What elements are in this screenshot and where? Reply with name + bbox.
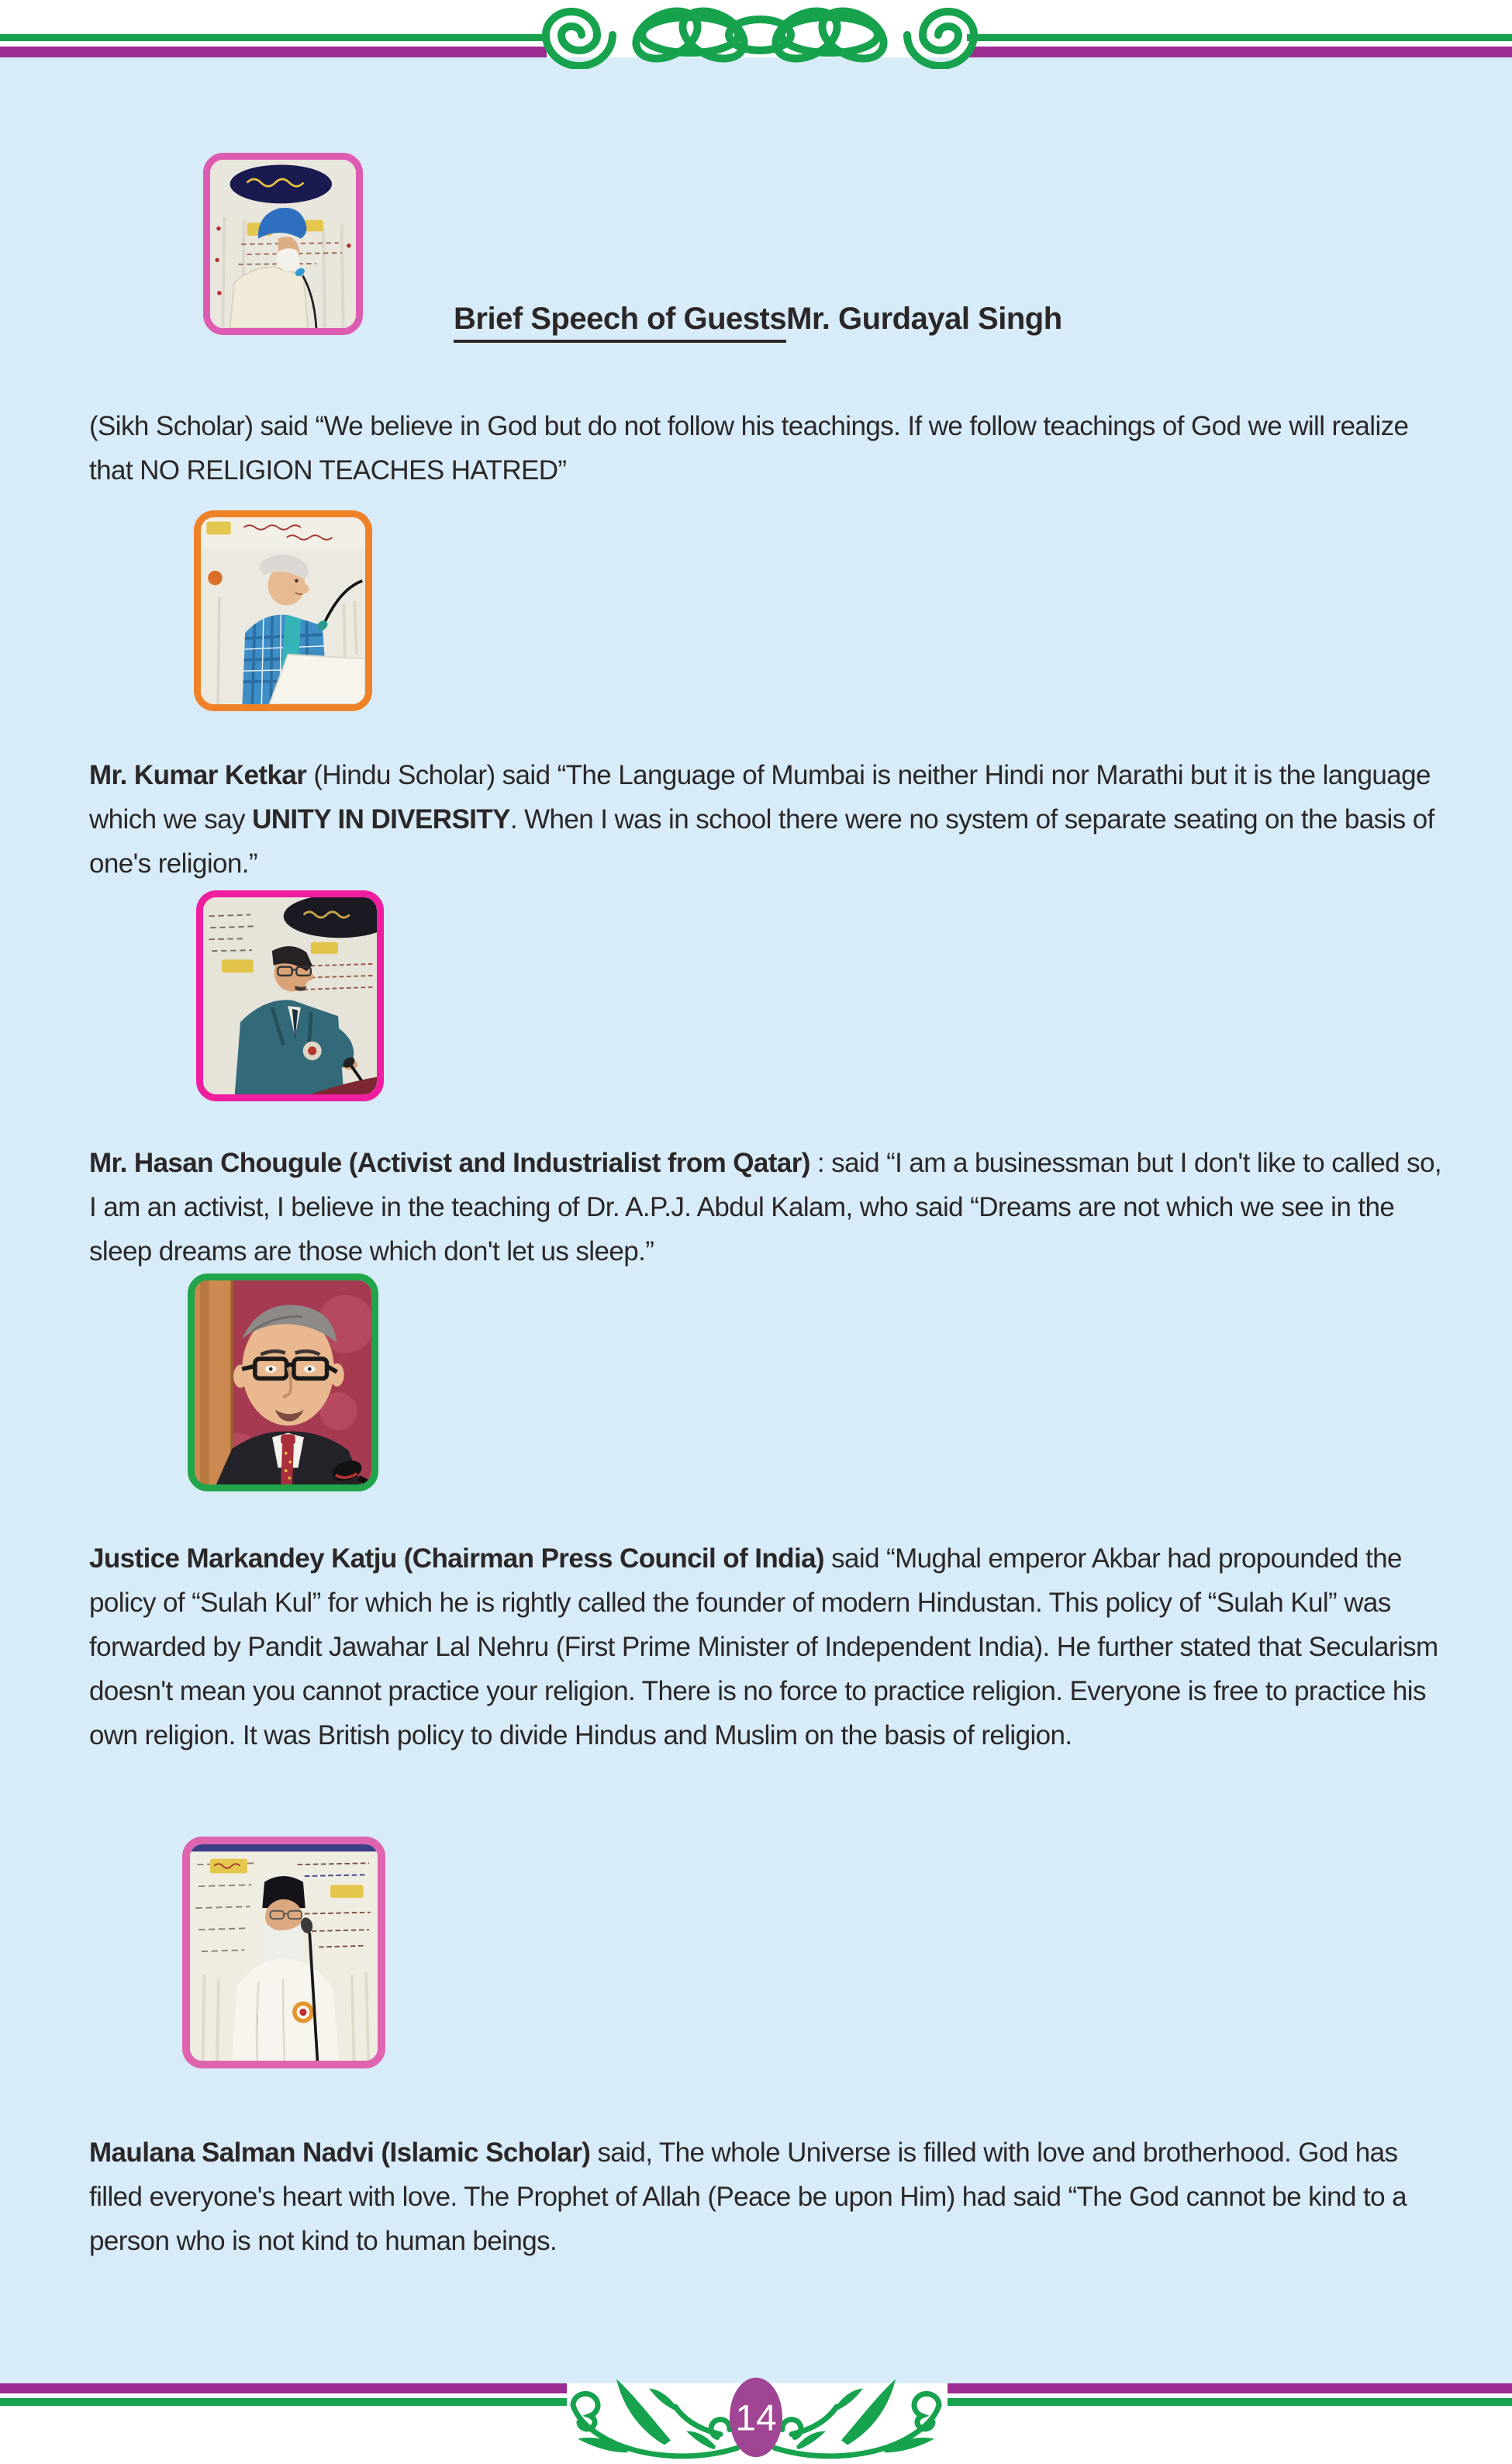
bottom-green-rule-left [0,2398,567,2406]
photo-gurdayal-singh [203,153,363,335]
speech-paragraph-ketkar [89,753,1442,886]
speech-text: : said “I am a businessman but I don't like to called so, I am an activist, I believe in the teaching of Dr. A.P.J. Abdul Kalam, who said “Dreams are not which we see in the sleep dreams are those which don't let us sleep.” [89,1148,1442,1267]
photo-salman-nadvi [182,1837,385,2068]
photo-kumar-ketkar [194,510,372,711]
speaker-name: Maulana Salman Nadvi (Islamic Scholar) [89,2137,591,2168]
speech-text: said, The whole Universe is filled with love and brotherhood. God has filled everyone's heart with love. The Prophet of Allah (Peace be upon Him) had said “The God cannot be kind to a person who is not kind to human beings. [89,2137,1407,2256]
top-purple-rule-right [967,47,1512,57]
bottom-purple-rule-right [948,2383,1512,2393]
page-number: 14 [735,2397,777,2439]
celtic-knot-ornament-icon [535,1,985,69]
bottom-green-rule-right [948,2398,1512,2406]
speech-paragraph-gurdayal [89,404,1442,492]
speech-paragraph-nadvi [89,2131,1442,2263]
title-guest-name: Mr. Gurdayal Singh [786,302,1062,336]
speaker-name: Justice Markandey Katju (Chairman Press Council of India) [89,1543,824,1574]
photo-markandey-katju [188,1273,378,1491]
title-underlined-part: Brief Speech of Guests [454,302,786,343]
photo-hasan-chougule [196,890,384,1101]
speech-text: (Sikh Scholar) said “We believe in God but do not follow his teachings. If we follow teachings of God we will realize that NO RELIGION TEACHES HATRED” [89,411,1409,486]
top-purple-rule-left [0,47,547,57]
speaker-name: Mr. Kumar Ketkar [89,760,307,790]
footer-flourish-ornament-icon [554,2356,958,2464]
top-green-rule-right [967,34,1512,41]
speech-paragraph-katju [89,1536,1442,1757]
speech-paragraph-chougule [89,1141,1442,1273]
speech-text: said “Mughal emperor Akbar had propounded the policy of “Sulah Kul” for which he is rightly called the founder of modern Hindustan. This policy of “Sulah Kul” was forwarded by Pandit Jawahar Lal Nehru (First Prime Minister of Independent India). He further stated that Secularism doesn't mean you cannot practice your religion. There is no force to practice religion. Everyone is free to practice his own religion. It was British policy to divide Hindus and Muslim on the basis of religion. [89,1543,1438,1750]
speech-text: . When I was in school there were no system of separate seating on the basis of one's religion.” [89,804,1434,879]
top-green-rule-left [0,34,547,41]
speaker-name: Mr. Hasan Chougule (Activist and Industrialist from Qatar) [89,1148,810,1178]
bottom-purple-rule-left [0,2383,567,2393]
speech-text: (Hindu Scholar) said “The Language of Mumbai is neither Hindi nor Marathi but it is the language which we say [89,760,1431,835]
page-title [454,302,1062,337]
emphasis-text: UNITY IN DIVERSITY [252,804,510,835]
